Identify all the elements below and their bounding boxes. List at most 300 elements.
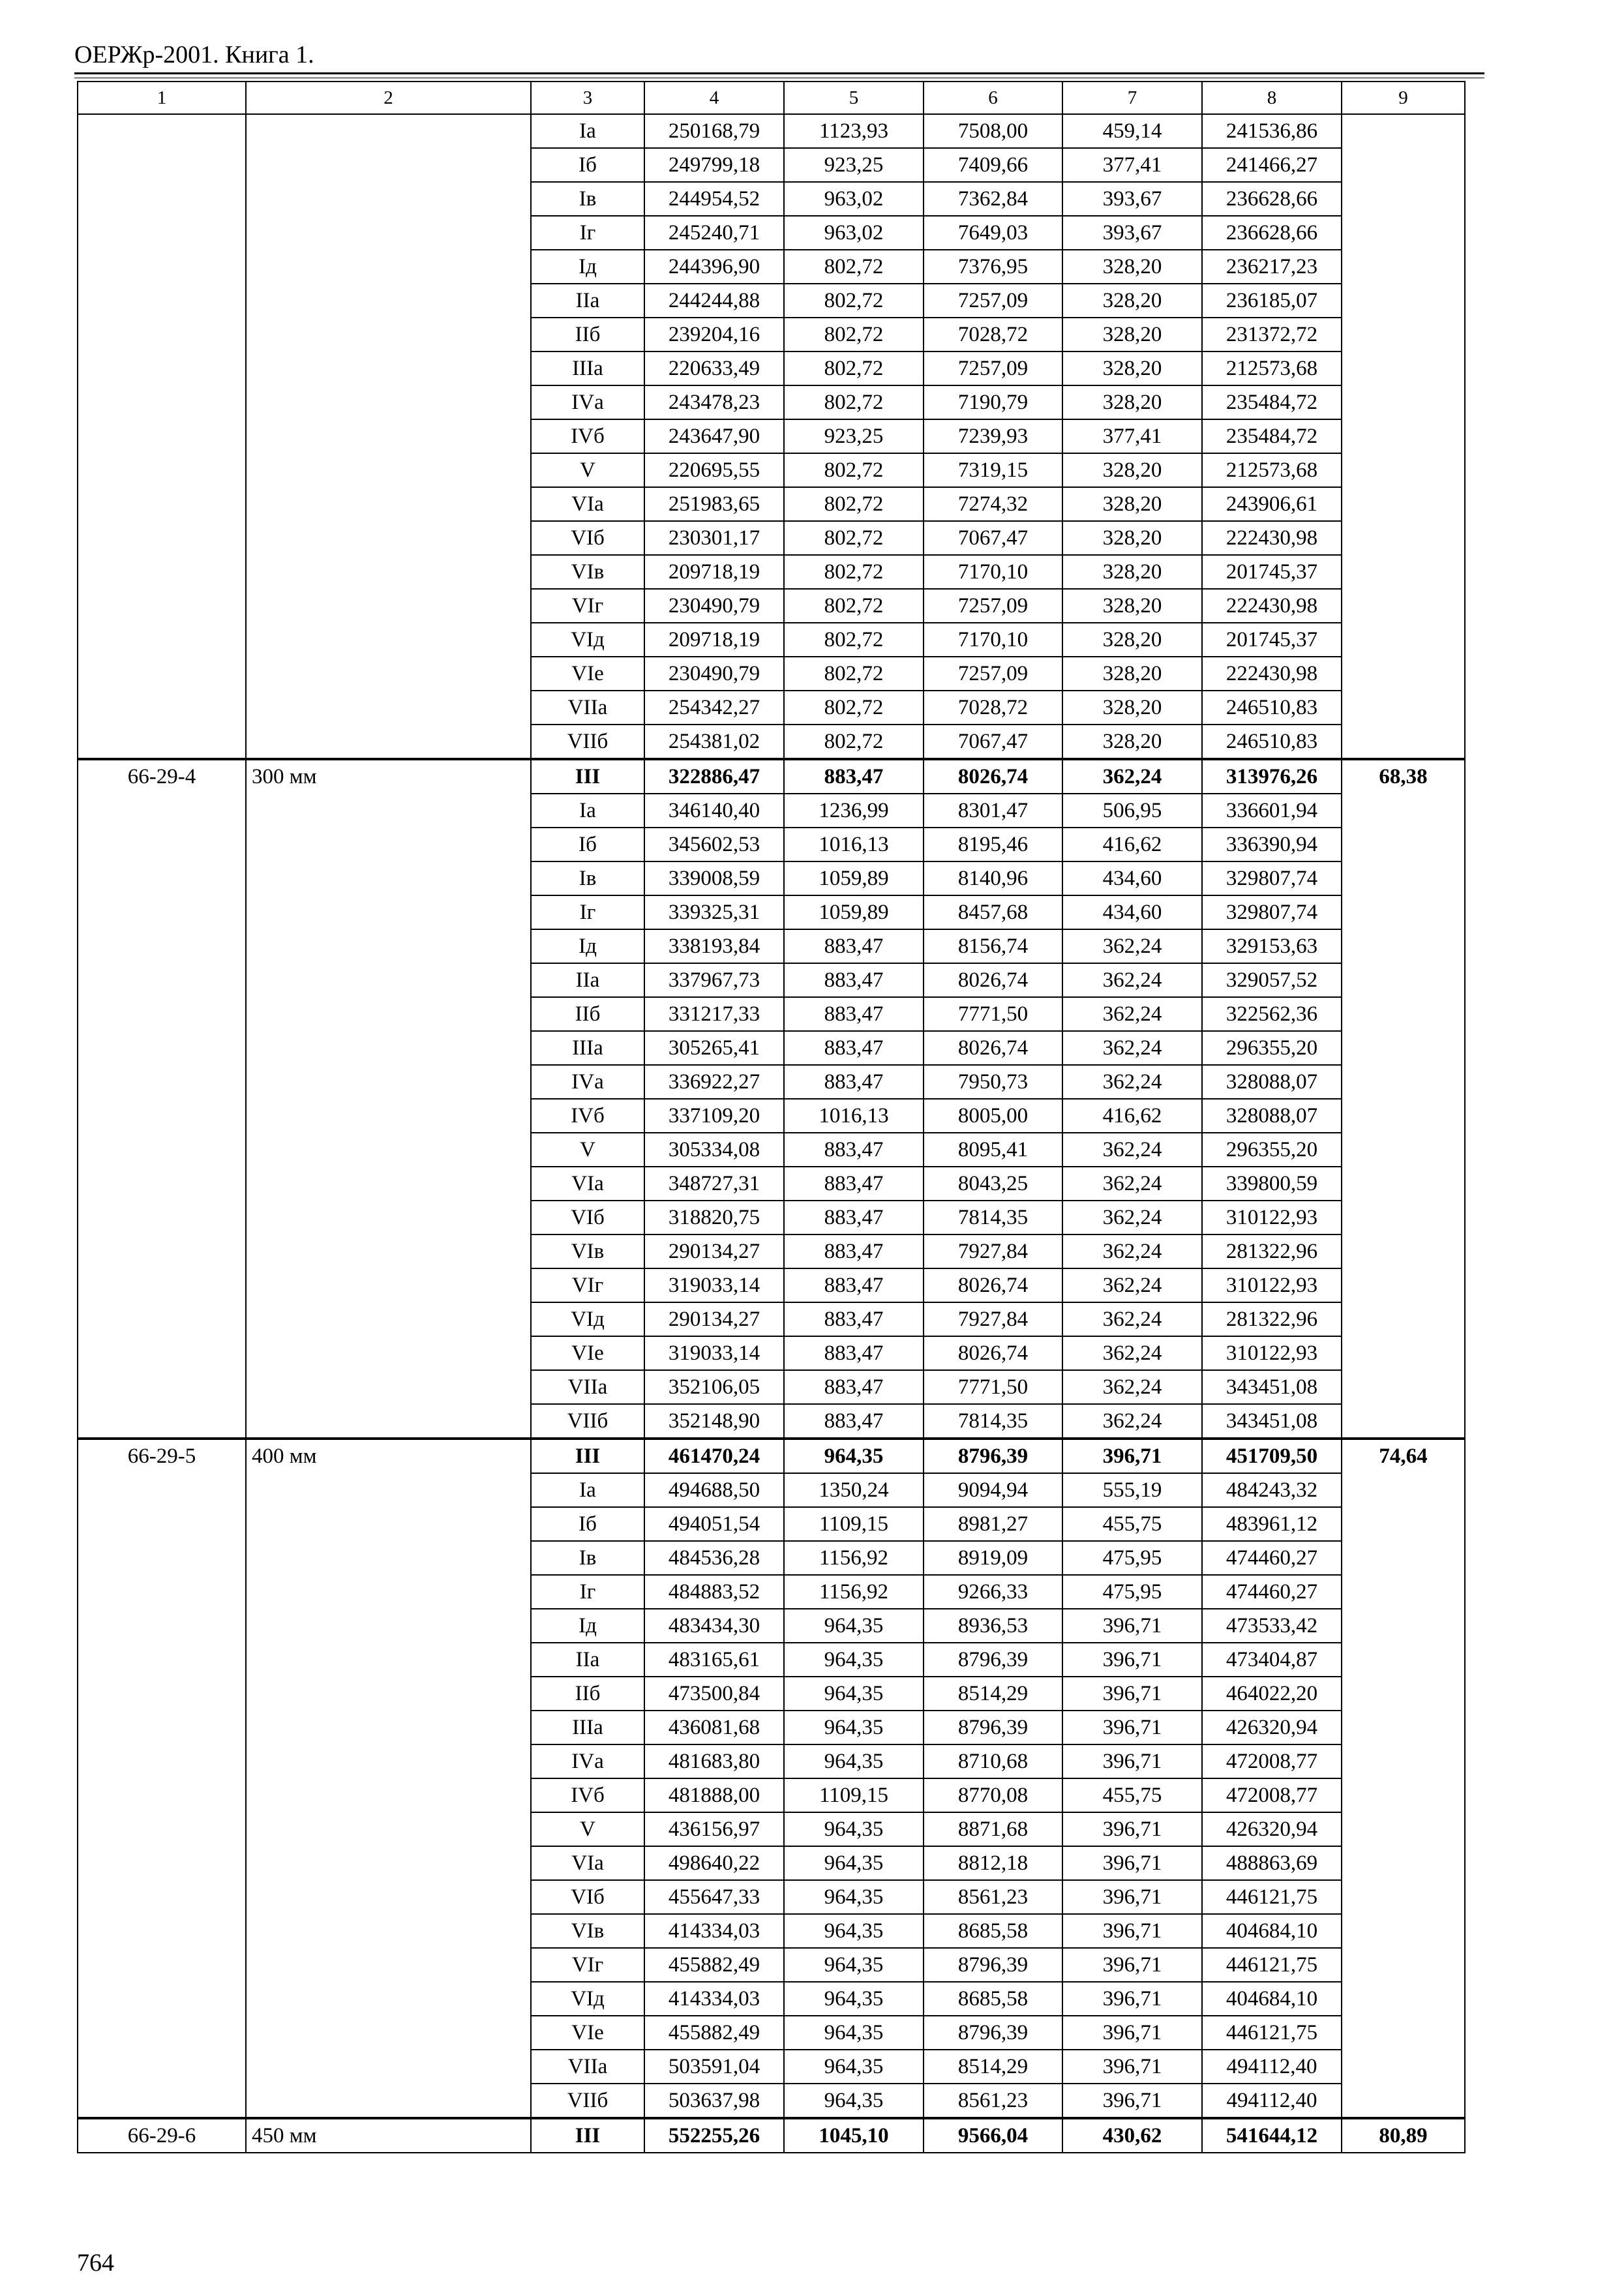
value-cell: 346140,40 <box>644 794 784 828</box>
value-cell: 377,41 <box>1062 148 1202 182</box>
column-number-row <box>78 82 1465 114</box>
value-cell: 328,20 <box>1062 318 1202 352</box>
zone-cell: Iд <box>531 1609 644 1643</box>
value-cell: 329153,63 <box>1202 929 1342 963</box>
value-cell: 963,02 <box>784 182 924 216</box>
value-cell: 964,35 <box>784 1711 924 1744</box>
material-value-cell: 80,89 <box>1342 2118 1465 2153</box>
value-cell: 362,24 <box>1062 1336 1202 1370</box>
value-cell: 473500,84 <box>644 1677 784 1711</box>
value-cell: 231372,72 <box>1202 318 1342 352</box>
value-cell: 802,72 <box>784 352 924 385</box>
value-cell: 245240,71 <box>644 216 784 250</box>
value-cell: 246510,83 <box>1202 691 1342 725</box>
zone-cell: IIа <box>531 1643 644 1677</box>
col-header: 9 <box>1342 82 1465 114</box>
page-header: ОЕРЖр-2001. Книга 1. <box>74 41 314 68</box>
zone-cell: IVб <box>531 1778 644 1812</box>
value-cell: 222430,98 <box>1202 657 1342 691</box>
zone-cell: IVа <box>531 385 644 419</box>
zone-cell: III <box>531 2118 644 2153</box>
zone-cell: V <box>531 1812 644 1846</box>
zone-cell: VIд <box>531 1982 644 2016</box>
zone-cell: VIв <box>531 555 644 589</box>
value-cell: 434,60 <box>1062 861 1202 895</box>
value-cell: 9566,04 <box>924 2118 1062 2153</box>
value-cell: 244954,52 <box>644 182 784 216</box>
col-header: 1 <box>78 82 246 114</box>
value-cell: 426320,94 <box>1202 1812 1342 1846</box>
value-cell: 348727,31 <box>644 1167 784 1201</box>
value-cell: 802,72 <box>784 453 924 487</box>
value-cell: 7257,09 <box>924 284 1062 318</box>
value-cell: 964,35 <box>784 1677 924 1711</box>
value-cell: 329807,74 <box>1202 895 1342 929</box>
rate-code-cell: 66-29-4 <box>78 759 246 1439</box>
value-cell: 8026,74 <box>924 759 1062 794</box>
value-cell: 8685,58 <box>924 1982 1062 2016</box>
value-cell: 352106,05 <box>644 1370 784 1404</box>
value-cell: 329807,74 <box>1202 861 1342 895</box>
value-cell: 446121,75 <box>1202 1948 1342 1982</box>
value-cell: 336601,94 <box>1202 794 1342 828</box>
value-cell: 498640,22 <box>644 1846 784 1880</box>
value-cell: 455,75 <box>1062 1778 1202 1812</box>
zone-cell: IIа <box>531 963 644 997</box>
zone-cell: VIг <box>531 1268 644 1302</box>
value-cell: 222430,98 <box>1202 521 1342 555</box>
value-cell: 483961,12 <box>1202 1507 1342 1541</box>
rate-code-cell <box>78 114 246 759</box>
table-row <box>78 1439 1465 1473</box>
value-cell: 396,71 <box>1062 1812 1202 1846</box>
value-cell: 396,71 <box>1062 2084 1202 2118</box>
value-cell: 8043,25 <box>924 1167 1062 1201</box>
value-cell: 494051,54 <box>644 1507 784 1541</box>
value-cell: 362,24 <box>1062 1404 1202 1439</box>
value-cell: 541644,12 <box>1202 2118 1342 2153</box>
value-cell: 201745,37 <box>1202 623 1342 657</box>
zone-cell: VIа <box>531 1167 644 1201</box>
value-cell: 290134,27 <box>644 1302 784 1336</box>
value-cell: 494112,40 <box>1202 2084 1342 2118</box>
value-cell: 964,35 <box>784 2016 924 2050</box>
value-cell: 396,71 <box>1062 2050 1202 2084</box>
value-cell: 230490,79 <box>644 657 784 691</box>
value-cell: 488863,69 <box>1202 1846 1342 1880</box>
value-cell: 484883,52 <box>644 1575 784 1609</box>
value-cell: 883,47 <box>784 963 924 997</box>
value-cell: 7170,10 <box>924 555 1062 589</box>
value-cell: 7257,09 <box>924 589 1062 623</box>
value-cell: 328,20 <box>1062 352 1202 385</box>
value-cell: 472008,77 <box>1202 1778 1342 1812</box>
value-cell: 362,24 <box>1062 1133 1202 1167</box>
value-cell: 8514,29 <box>924 2050 1062 2084</box>
value-cell: 883,47 <box>784 1201 924 1234</box>
value-cell: 494688,50 <box>644 1473 784 1507</box>
value-cell: 923,25 <box>784 148 924 182</box>
value-cell: 396,71 <box>1062 2016 1202 2050</box>
value-cell: 7067,47 <box>924 725 1062 759</box>
value-cell: 243906,61 <box>1202 487 1342 521</box>
value-cell: 473404,87 <box>1202 1643 1342 1677</box>
value-cell: 235484,72 <box>1202 385 1342 419</box>
value-cell: 472008,77 <box>1202 1744 1342 1778</box>
value-cell: 362,24 <box>1062 1268 1202 1302</box>
zone-cell: VIв <box>531 1914 644 1948</box>
value-cell: 802,72 <box>784 385 924 419</box>
value-cell: 244396,90 <box>644 250 784 284</box>
value-cell: 481888,00 <box>644 1778 784 1812</box>
value-cell: 494112,40 <box>1202 2050 1342 2084</box>
value-cell: 337967,73 <box>644 963 784 997</box>
value-cell: 883,47 <box>784 759 924 794</box>
value-cell: 310122,93 <box>1202 1336 1342 1370</box>
value-cell: 416,62 <box>1062 1099 1202 1133</box>
value-cell: 310122,93 <box>1202 1201 1342 1234</box>
value-cell: 964,35 <box>784 2050 924 2084</box>
value-cell: 290134,27 <box>644 1234 784 1268</box>
value-cell: 464022,20 <box>1202 1677 1342 1711</box>
value-cell: 9094,94 <box>924 1473 1062 1507</box>
value-cell: 474460,27 <box>1202 1541 1342 1575</box>
value-cell: 436081,68 <box>644 1711 784 1744</box>
zone-cell: VIIа <box>531 1370 644 1404</box>
value-cell: 964,35 <box>784 1439 924 1473</box>
value-cell: 8710,68 <box>924 1744 1062 1778</box>
value-cell: 434,60 <box>1062 895 1202 929</box>
value-cell: 296355,20 <box>1202 1133 1342 1167</box>
value-cell: 964,35 <box>784 1948 924 1982</box>
value-cell: 555,19 <box>1062 1473 1202 1507</box>
zone-cell: IIIа <box>531 352 644 385</box>
value-cell: 328,20 <box>1062 725 1202 759</box>
value-cell: 8026,74 <box>924 963 1062 997</box>
value-cell: 475,95 <box>1062 1575 1202 1609</box>
value-cell: 396,71 <box>1062 1439 1202 1473</box>
value-cell: 336922,27 <box>644 1065 784 1099</box>
value-cell: 328088,07 <box>1202 1065 1342 1099</box>
value-cell: 455647,33 <box>644 1880 784 1914</box>
value-cell: 339800,59 <box>1202 1167 1342 1201</box>
value-cell: 7170,10 <box>924 623 1062 657</box>
value-cell: 362,24 <box>1062 1302 1202 1336</box>
value-cell: 362,24 <box>1062 1370 1202 1404</box>
rate-code-cell: 66-29-6 <box>78 2118 246 2153</box>
value-cell: 336390,94 <box>1202 828 1342 861</box>
value-cell: 362,24 <box>1062 1065 1202 1099</box>
zone-cell: Iв <box>531 1541 644 1575</box>
value-cell: 328,20 <box>1062 385 1202 419</box>
value-cell: 201745,37 <box>1202 555 1342 589</box>
zone-cell: VIв <box>531 1234 644 1268</box>
value-cell: 250168,79 <box>644 114 784 148</box>
rate-name-cell: 300 мм <box>246 759 531 1439</box>
value-cell: 483165,61 <box>644 1643 784 1677</box>
value-cell: 8936,53 <box>924 1609 1062 1643</box>
value-cell: 281322,96 <box>1202 1302 1342 1336</box>
value-cell: 222430,98 <box>1202 589 1342 623</box>
value-cell: 451709,50 <box>1202 1439 1342 1473</box>
value-cell: 396,71 <box>1062 1677 1202 1711</box>
value-cell: 1016,13 <box>784 828 924 861</box>
value-cell: 249799,18 <box>644 148 784 182</box>
value-cell: 230301,17 <box>644 521 784 555</box>
value-cell: 362,24 <box>1062 1234 1202 1268</box>
value-cell: 296355,20 <box>1202 1031 1342 1065</box>
value-cell: 484243,32 <box>1202 1473 1342 1507</box>
value-cell: 220633,49 <box>644 352 784 385</box>
value-cell: 8981,27 <box>924 1507 1062 1541</box>
zone-cell: VIб <box>531 1201 644 1234</box>
value-cell: 8095,41 <box>924 1133 1062 1167</box>
zone-cell: Iг <box>531 1575 644 1609</box>
value-cell: 8796,39 <box>924 1643 1062 1677</box>
zone-cell: Iб <box>531 1507 644 1541</box>
value-cell: 455882,49 <box>644 2016 784 2050</box>
value-cell: 459,14 <box>1062 114 1202 148</box>
value-cell: 343451,08 <box>1202 1404 1342 1439</box>
value-cell: 964,35 <box>784 2084 924 2118</box>
value-cell: 883,47 <box>784 1268 924 1302</box>
zone-cell: VIа <box>531 1846 644 1880</box>
value-cell: 243647,90 <box>644 419 784 453</box>
value-cell: 883,47 <box>784 1370 924 1404</box>
value-cell: 964,35 <box>784 1880 924 1914</box>
zone-cell: Iб <box>531 828 644 861</box>
zone-cell: V <box>531 453 644 487</box>
value-cell: 802,72 <box>784 657 924 691</box>
value-cell: 281322,96 <box>1202 1234 1342 1268</box>
value-cell: 396,71 <box>1062 1711 1202 1744</box>
table-row <box>78 759 1465 794</box>
value-cell: 209718,19 <box>644 555 784 589</box>
value-cell: 883,47 <box>784 1336 924 1370</box>
value-cell: 1059,89 <box>784 861 924 895</box>
value-cell: 338193,84 <box>644 929 784 963</box>
value-cell: 481683,80 <box>644 1744 784 1778</box>
value-cell: 7257,09 <box>924 657 1062 691</box>
value-cell: 7028,72 <box>924 318 1062 352</box>
zone-cell: VIд <box>531 1302 644 1336</box>
value-cell: 883,47 <box>784 1234 924 1268</box>
value-cell: 244244,88 <box>644 284 784 318</box>
col-header: 6 <box>924 82 1062 114</box>
value-cell: 7319,15 <box>924 453 1062 487</box>
value-cell: 414334,03 <box>644 1982 784 2016</box>
zone-cell: VIе <box>531 657 644 691</box>
value-cell: 239204,16 <box>644 318 784 352</box>
table-row <box>78 114 1465 148</box>
value-cell: 7814,35 <box>924 1404 1062 1439</box>
value-cell: 254342,27 <box>644 691 784 725</box>
zone-cell: Iд <box>531 929 644 963</box>
zone-cell: IVа <box>531 1744 644 1778</box>
value-cell: 8457,68 <box>924 895 1062 929</box>
value-cell: 8561,23 <box>924 2084 1062 2118</box>
value-cell: 802,72 <box>784 725 924 759</box>
value-cell: 802,72 <box>784 521 924 555</box>
value-cell: 396,71 <box>1062 1948 1202 1982</box>
value-cell: 802,72 <box>784 691 924 725</box>
value-cell: 8301,47 <box>924 794 1062 828</box>
value-cell: 7190,79 <box>924 385 1062 419</box>
zone-cell: IVб <box>531 419 644 453</box>
value-cell: 416,62 <box>1062 828 1202 861</box>
value-cell: 455,75 <box>1062 1507 1202 1541</box>
table-row <box>78 2118 1465 2153</box>
value-cell: 393,67 <box>1062 216 1202 250</box>
value-cell: 483434,30 <box>644 1609 784 1643</box>
zone-cell: Iв <box>531 182 644 216</box>
value-cell: 964,35 <box>784 1914 924 1948</box>
value-cell: 7649,03 <box>924 216 1062 250</box>
value-cell: 322562,36 <box>1202 997 1342 1031</box>
value-cell: 328,20 <box>1062 623 1202 657</box>
value-cell: 802,72 <box>784 555 924 589</box>
value-cell: 396,71 <box>1062 1846 1202 1880</box>
value-cell: 328,20 <box>1062 453 1202 487</box>
value-cell: 963,02 <box>784 216 924 250</box>
value-cell: 236185,07 <box>1202 284 1342 318</box>
value-cell: 802,72 <box>784 487 924 521</box>
value-cell: 404684,10 <box>1202 1982 1342 2016</box>
value-cell: 883,47 <box>784 1167 924 1201</box>
zone-cell: VIе <box>531 1336 644 1370</box>
value-cell: 328,20 <box>1062 555 1202 589</box>
zone-cell: IIб <box>531 997 644 1031</box>
value-cell: 251983,65 <box>644 487 784 521</box>
value-cell: 8812,18 <box>924 1846 1062 1880</box>
value-cell: 328,20 <box>1062 521 1202 555</box>
value-cell: 396,71 <box>1062 1744 1202 1778</box>
rate-name-cell: 400 мм <box>246 1439 531 2118</box>
zone-cell: VIIа <box>531 2050 644 2084</box>
value-cell: 1236,99 <box>784 794 924 828</box>
value-cell: 328,20 <box>1062 284 1202 318</box>
value-cell: 310122,93 <box>1202 1268 1342 1302</box>
zone-cell: VIIб <box>531 725 644 759</box>
material-value-cell: 68,38 <box>1342 759 1465 1439</box>
value-cell: 1156,92 <box>784 1575 924 1609</box>
value-cell: 7239,93 <box>924 419 1062 453</box>
value-cell: 8685,58 <box>924 1914 1062 1948</box>
value-cell: 1156,92 <box>784 1541 924 1575</box>
value-cell: 1109,15 <box>784 1778 924 1812</box>
value-cell: 352148,90 <box>644 1404 784 1439</box>
value-cell: 446121,75 <box>1202 2016 1342 2050</box>
value-cell: 328,20 <box>1062 589 1202 623</box>
value-cell: 362,24 <box>1062 1167 1202 1201</box>
value-cell: 883,47 <box>784 929 924 963</box>
zone-cell: VIIб <box>531 2084 644 2118</box>
value-cell: 8770,08 <box>924 1778 1062 1812</box>
zone-cell: Iв <box>531 861 644 895</box>
value-cell: 883,47 <box>784 1404 924 1439</box>
value-cell: 313976,26 <box>1202 759 1342 794</box>
value-cell: 883,47 <box>784 1065 924 1099</box>
value-cell: 396,71 <box>1062 1643 1202 1677</box>
value-cell: 503637,98 <box>644 2084 784 2118</box>
value-cell: 7771,50 <box>924 997 1062 1031</box>
value-cell: 8796,39 <box>924 1948 1062 1982</box>
page-number: 764 <box>77 2249 114 2277</box>
value-cell: 883,47 <box>784 997 924 1031</box>
value-cell: 883,47 <box>784 1302 924 1336</box>
value-cell: 328,20 <box>1062 250 1202 284</box>
value-cell: 377,41 <box>1062 419 1202 453</box>
value-cell: 7257,09 <box>924 352 1062 385</box>
zone-cell: III <box>531 759 644 794</box>
value-cell: 802,72 <box>784 623 924 657</box>
value-cell: 426320,94 <box>1202 1711 1342 1744</box>
value-cell: 236628,66 <box>1202 182 1342 216</box>
material-value-cell: 74,64 <box>1342 1439 1465 2118</box>
zone-cell: VIг <box>531 589 644 623</box>
value-cell: 246510,83 <box>1202 725 1342 759</box>
value-cell: 430,62 <box>1062 2118 1202 2153</box>
value-cell: 328088,07 <box>1202 1099 1342 1133</box>
value-cell: 7950,73 <box>924 1065 1062 1099</box>
zone-cell: III <box>531 1439 644 1473</box>
col-header: 8 <box>1202 82 1342 114</box>
value-cell: 802,72 <box>784 250 924 284</box>
value-cell: 8919,09 <box>924 1541 1062 1575</box>
value-cell: 1109,15 <box>784 1507 924 1541</box>
value-cell: 8026,74 <box>924 1336 1062 1370</box>
value-cell: 305334,08 <box>644 1133 784 1167</box>
value-cell: 329057,52 <box>1202 963 1342 997</box>
zone-cell: IIб <box>531 1677 644 1711</box>
zone-cell: VIб <box>531 521 644 555</box>
value-cell: 802,72 <box>784 589 924 623</box>
value-cell: 337109,20 <box>644 1099 784 1133</box>
value-cell: 235484,72 <box>1202 419 1342 453</box>
value-cell: 362,24 <box>1062 929 1202 963</box>
value-cell: 484536,28 <box>644 1541 784 1575</box>
rates-table <box>77 81 1466 2153</box>
value-cell: 243478,23 <box>644 385 784 419</box>
value-cell: 339008,59 <box>644 861 784 895</box>
value-cell: 1123,93 <box>784 114 924 148</box>
zone-cell: Iд <box>531 250 644 284</box>
zone-cell: VIIа <box>531 691 644 725</box>
value-cell: 220695,55 <box>644 453 784 487</box>
value-cell: 964,35 <box>784 1982 924 2016</box>
value-cell: 503591,04 <box>644 2050 784 2084</box>
zone-cell: VIб <box>531 1880 644 1914</box>
value-cell: 8005,00 <box>924 1099 1062 1133</box>
value-cell: 318820,75 <box>644 1201 784 1234</box>
value-cell: 964,35 <box>784 1609 924 1643</box>
zone-cell: VIд <box>531 623 644 657</box>
value-cell: 339325,31 <box>644 895 784 929</box>
value-cell: 883,47 <box>784 1031 924 1065</box>
value-cell: 7927,84 <box>924 1302 1062 1336</box>
col-header: 3 <box>531 82 644 114</box>
value-cell: 343451,08 <box>1202 1370 1342 1404</box>
value-cell: 362,24 <box>1062 759 1202 794</box>
zone-cell: V <box>531 1133 644 1167</box>
value-cell: 474460,27 <box>1202 1575 1342 1609</box>
value-cell: 506,95 <box>1062 794 1202 828</box>
value-cell: 461470,24 <box>644 1439 784 1473</box>
value-cell: 8195,46 <box>924 828 1062 861</box>
value-cell: 414334,03 <box>644 1914 784 1948</box>
value-cell: 964,35 <box>784 1744 924 1778</box>
value-cell: 964,35 <box>784 1812 924 1846</box>
